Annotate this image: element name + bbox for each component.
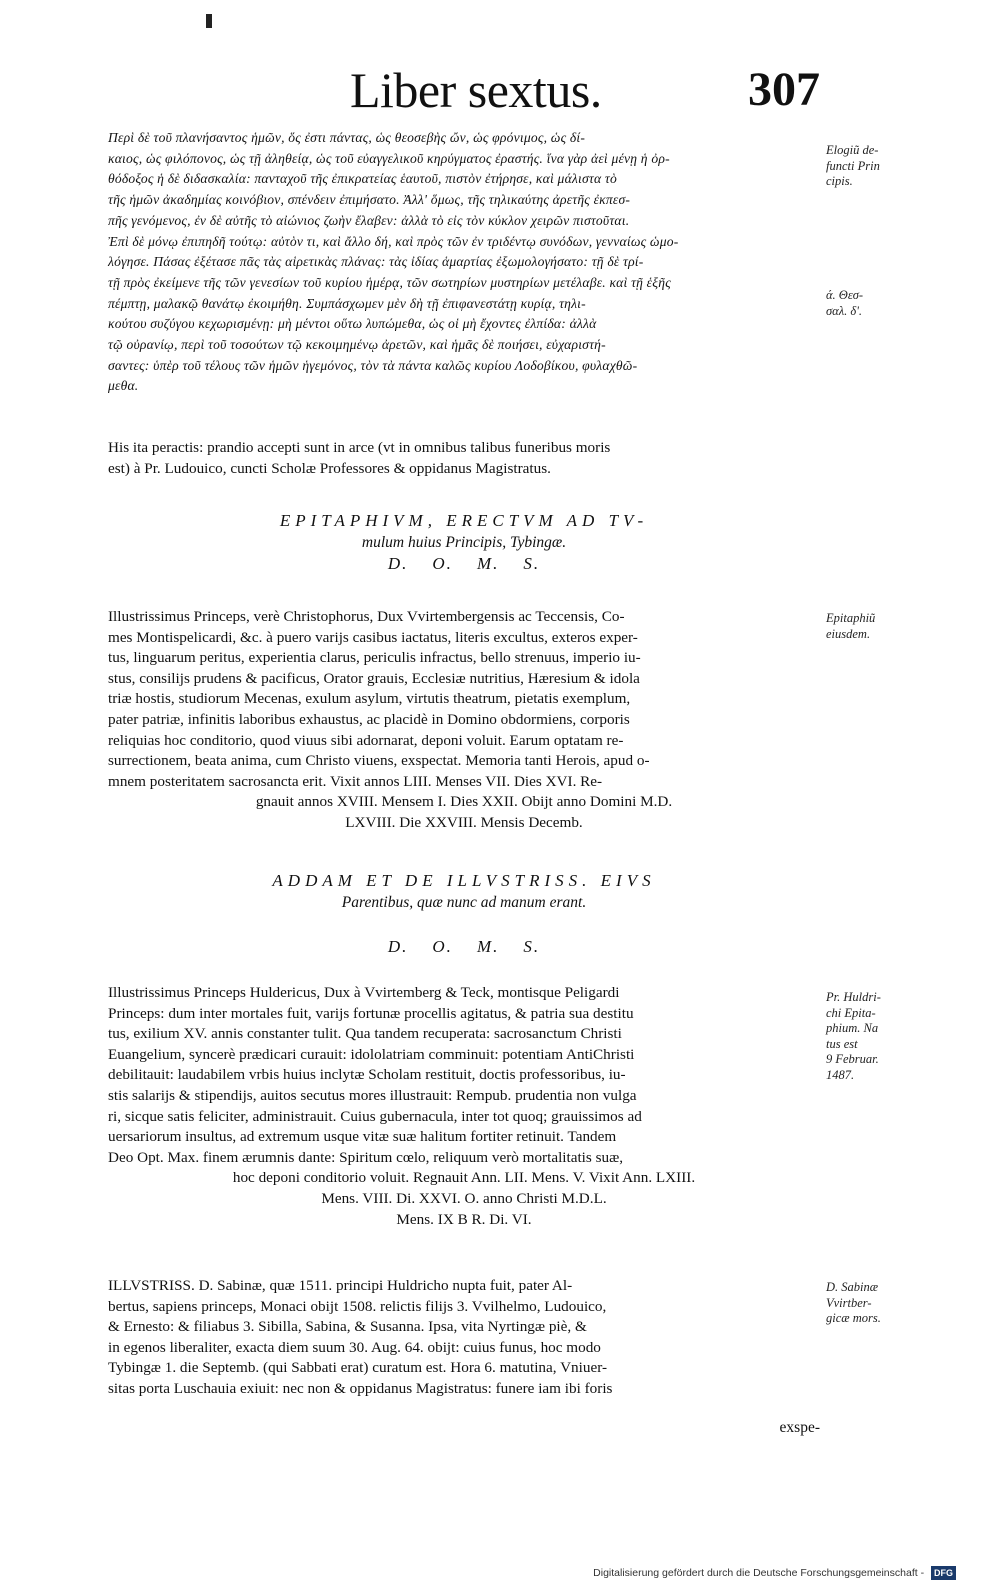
text-line: hoc deponi conditorio voluit. Regnauit Ann. LII. Mens. V. Vixit Ann. LXIII.	[232, 1169, 696, 1187]
margin-note-huldrichi: Pr. Huldri- chi Epita- phium. Na tus est 9 Februar. 1487.	[826, 990, 881, 1082]
epitaph-body	[108, 607, 820, 834]
text-line: Illustrissimus Princeps Huldericus, Dux à Vvirtemberg & Teck, montisque Peligardi	[108, 984, 620, 1001]
text-line: uersariorum insultus, ad extremum usque vitæ suæ halitum fortiter retinuit. Tandem	[108, 1128, 617, 1146]
text-line: bertus, sapiens princeps, Monaci obijt 1508. relictis filijs 3. Vvilhelmo, Ludouico,	[108, 1297, 607, 1315]
margin-note-sabinae: D. Sabinæ Vvirtber- gicæ mors.	[826, 1280, 881, 1325]
text-line: λόγησε. Πάσας ἐξέτασε πᾶς τὰς αἱρετικὰς πλάνας: τὰς ἰδίας ἁμαρτίας ἐξωμολογήσατο: τῇ δὲ τρί-	[108, 254, 644, 270]
ink-mark	[206, 14, 212, 28]
text-line: τῷ οὐρανίῳ, περὶ τοῦ τοσούτων τῷ κεκοιμημένῳ ἀρετῶν, καὶ ἡμᾶς δὲ ποιήσει, εὐχαριστή-	[108, 337, 606, 353]
digitization-credit	[593, 1565, 956, 1581]
text-line: surrectionem, beata anima, cum Christo viuens, exspectat. Memoria tanti Herois, apud o-	[108, 752, 650, 770]
text-line: σαντες: ὑπὲρ τοῦ τέλους τῶν ἡμῶν ἡγεμόνος, τὸν τὰ πάντα καλῶς κυρίου Λοδοβίκου, φυλαχθῶ-	[108, 357, 638, 373]
text-line: θόδοξος ἡ δὲ διδασκαλία: πανταχοῦ τῆς ἐπικρατείας ἑαυτοῦ, πιστὸν ἐτήρησε, καὶ μάλιστα τὸ	[108, 171, 617, 187]
text-line: Ἐπὶ δὲ μόνῳ ἐπιπηδῆ τούτῳ: αὐτὸν τι, καὶ ἄλλο δή, καὶ πρὸς τῶν ἐν τριδέντῳ συνόδων, γενναίως ὡμο-	[108, 233, 679, 249]
text-line: debilitauit: laudabilem vrbis huius inclytæ Scholam restituit, doctis professoribus, iu-	[108, 1066, 626, 1084]
text-line: τῆς ἡμῶν ἀκαδημίας κοινόβιον, σπένδειν ἐπιμήσατο. Ἀλλ' ὅμως, τῆς τηλικαύτης ἀρετῆς ἐκπεσ-	[108, 192, 631, 208]
sabina-paragraph	[108, 1276, 820, 1400]
text-line: stis salarijs & stipendijs, auitos secutus mores illustrauit: Rempub. prudentia non vulga	[108, 1086, 637, 1104]
text-line: πῆς γενόμενος, ἐν δὲ αὐτῆς τὸ αἰώνιος ζωὴν ἔλαβεν: ἀλλὰ τὸ εἰς τὸν κύκλον χειρῶν πιστοῦται.	[108, 212, 630, 228]
text-line: pater patriæ, infinitis laboribus exhaustus, ac placidè in Domino obdormiens, corporis	[108, 710, 630, 728]
dfg-logo: DFG	[931, 1566, 956, 1580]
text-line: ILLVSTRISS. D. Sabinæ, quæ 1511. principi Huldricho nupta fuit, pater Al-	[108, 1277, 573, 1294]
text-line: Tybingæ 1. die Septemb. (qui Sabbati erat) curatum est. Hora 6. matutina, Vniuer-	[108, 1359, 607, 1377]
margin-note-epitaph: Epitaphiũ eiusdem.	[826, 611, 876, 641]
parents-heading-subtitle: Parentibus, quæ nunc ad manum erant.	[341, 894, 587, 911]
text-line: tus, exilium XV. annis constanter tulit. Qua tandem recuperata: sacrosanctum Christi	[108, 1025, 622, 1043]
text-line: in egenos liberaliter, exacta diem suum 30. Aug. 64. obijt: cuius funus, hoc modo	[108, 1338, 601, 1356]
text-line: Euangelium, syncerè prædicari curauit: idololatriam comminuit: potentiam AntiChristi	[108, 1045, 635, 1063]
text-line: reliquias hoc conditorio, quod viuus sibi adornarat, deponi voluit. Earum optatam re-	[108, 731, 624, 749]
credit-text: Digitalisierung gefördert durch die Deutsche Forschungsgemeinschaft -	[593, 1567, 925, 1579]
text-line: stus, consilijs prudens & pacificus, Orator grauis, Ecclesiæ nutritius, Hæresium & idola	[108, 669, 640, 687]
text-line: καιος, ὡς φιλόπονος, ὡς τῇ ἀληθείᾳ, ὡς τοῦ εὐαγγελικοῦ κηρύγματος ἐραστής. ἵνα γὰρ ἀεὶ μένῃ ἡ ὀρ-	[108, 150, 670, 166]
page-number: 307	[748, 63, 820, 116]
text-line: Deo Opt. Max. finem ærumnis dante: Spiritum cœlo, reliquum verò mortalitatis suæ,	[108, 1148, 624, 1166]
running-title: Liber sextus.	[350, 62, 602, 118]
text-line: Περὶ δὲ τοῦ πλανήσαντος ἡμῶν, ὅς ἐστι πάντας, ὡς θεοσεβὴς ὤν, ὡς φρόνιμος, ὡς δί-	[108, 130, 586, 145]
greek-passage	[108, 128, 820, 397]
text-line: triæ hostis, studiorum Mecenas, exulum asylum, virtutis theatrum, pietatis exemplum,	[108, 690, 631, 708]
text-line: πέμπτῃ, μαλακῷ θανάτῳ ἐκοιμήθη. Συμπάσχωμεν μὲν δὴ τῇ ἐπιφανεστάτῃ κυρίᾳ, τηλι-	[108, 295, 586, 311]
margin-note-thessal: ά. Θεσ- σαλ. δ'.	[826, 288, 864, 318]
text-line: & Ernesto: & filiabus 3. Sibilla, Sabina, & Susanna. Ipsa, vita Nyrtingæ piè, &	[108, 1318, 587, 1336]
text-line: LXVIII. Die XXVIII. Mensis Decemb.	[345, 813, 583, 831]
text-line: mnem posteritatem sacrosancta erit. Vixit annos LIII. Menses VII. Dies XVI. Re-	[108, 772, 603, 790]
text-line: κούτου συζύγου κεχωρισμένῃ: μὴ μέντοι οὕτω λυπώμεθα, ὡς οἱ μὴ ἔχοντες ἐλπίδα: ἀλλὰ	[108, 316, 597, 332]
text-line: gnauit annos XVIII. Mensem I. Dies XXII. Obijt anno Domini M.D.	[255, 793, 673, 811]
text-line: Princeps: dum inter mortales fuit, varijs fortunæ procellis agitatus, & patria sua destitu	[108, 1004, 634, 1022]
page-header	[350, 62, 820, 122]
text-line: tus, linguarum peritus, experientia clarus, periculis infractus, bello strenuus, imperio iu-	[108, 649, 641, 667]
text-line: est) à Pr. Ludouico, cuncti Scholæ Professores & oppidanus Magistratus.	[108, 459, 551, 477]
doms-dedication: D. O. M. S.	[387, 554, 541, 573]
catchword: exspe-	[779, 1419, 820, 1436]
epitaph-heading	[108, 510, 820, 575]
text-line: sitas porta Luschauia exiuit: nec non & oppidanus Magistratus: funere iam ibi foris	[108, 1379, 613, 1397]
doms-dedication: D. O. M. S.	[387, 937, 541, 956]
banquet-paragraph	[108, 438, 820, 479]
text-line: Illustrissimus Princeps, verè Christophorus, Dux Vvirtembergensis ac Teccensis, Co-	[108, 608, 625, 625]
text-line: ri, sicque satis feliciter, administrauit. Cuius gubernacula, inter tot quoq; grauissimos ad	[108, 1107, 642, 1125]
epitaph-heading-subtitle: mulum huius Principis, Tybingæ.	[361, 534, 567, 551]
text-line: His ita peractis: prandio accepti sunt in arce (vt in omnibus talibus funeribus moris	[108, 439, 611, 456]
parents-heading	[108, 870, 820, 913]
text-line: τῇ πρὸς ἐκείμενε τῆς τῶν γενεσίων τοῦ κυρίου ἡμέρᾳ, τῶν σωτηρίων μυστηρίων μετέλαβε. καὶ τῇ ἑξῆς	[108, 274, 671, 290]
text-line: Mens. VIII. Di. XXVI. O. anno Christi M.D.L.	[321, 1189, 607, 1207]
text-line: μεθα.	[108, 378, 139, 394]
margin-note-elogium: Elogiũ de- functi Prin cipis.	[826, 143, 880, 188]
text-line: mes Montispelicardi, &c. à puero varijs casibus iactatus, literis excultus, exteros exper-	[108, 628, 638, 646]
parents-heading-title: ADDAM ET DE ILLVSTRISS. EIVS	[272, 871, 656, 890]
text-line: Mens. IX B R. Di. VI.	[396, 1210, 532, 1228]
parents-epitaph-body	[108, 983, 820, 1230]
epitaph-heading-title: EPITAPHIVM, ERECTVM AD TV-	[279, 511, 649, 530]
